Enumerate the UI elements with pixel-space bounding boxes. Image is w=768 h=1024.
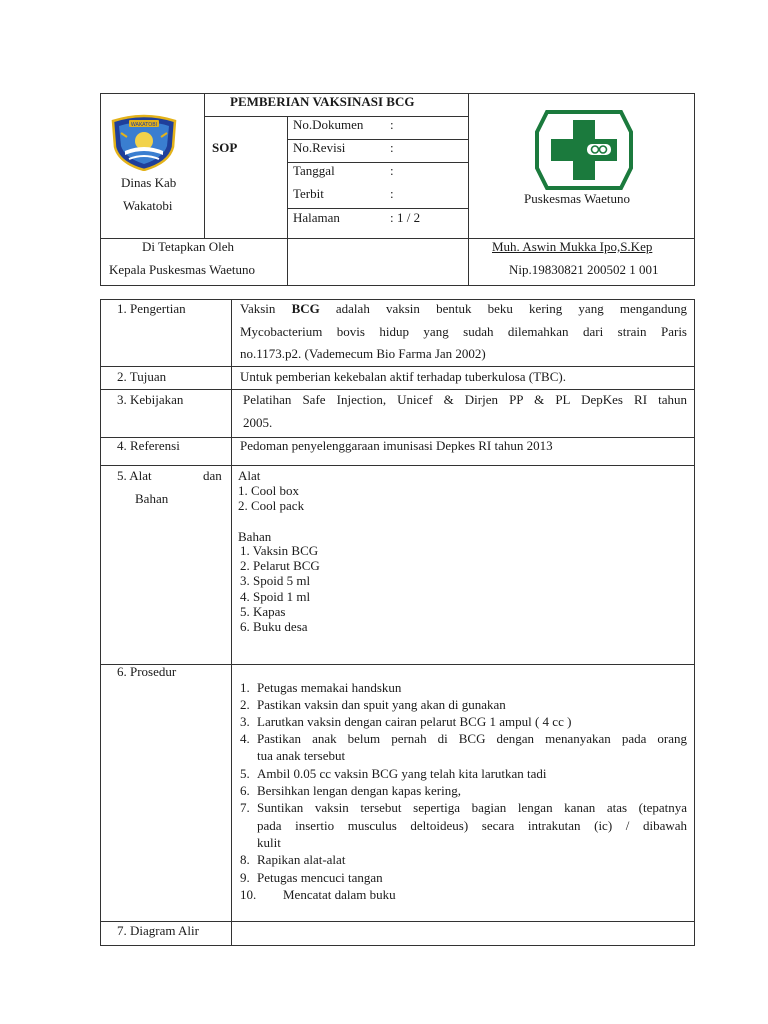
label-prosedur: 6. Prosedur [117,664,177,679]
step-number: 1. [240,680,250,695]
step-number: 9. [240,870,250,885]
label-diagram-alir: 7. Diagram Alir [117,923,199,938]
step-text-continued: kulit [257,835,281,850]
label-referensi: 4. Referensi [117,438,180,453]
field-terbit-sep: : [390,186,394,201]
step-number: 8. [240,852,250,867]
approval-line2: Kepala Puskesmas Waetuno [109,262,256,277]
step-text: Larutkan vaksin dengan cairan pelarut BCG 1 ampul ( 4 cc ) [257,714,572,729]
logo-banner-text: WAKATOBI [130,122,158,128]
signer-nip: Nip.19830821 200502 1 001 [509,262,659,277]
step-number: 5. [240,766,250,781]
pengertian-line2: Mycobacterium bovis hidup yang sudah dilemahkan dari strain Paris [240,324,687,339]
referensi-text: Pedoman penyelenggaraan imunisasi Depkes RI tahun 2013 [240,438,553,453]
field-halaman-value: 1 / 2 [397,210,421,225]
approval-line1: Di Tetapkan Oleh [142,239,234,254]
step-text-continued: tua anak tersebut [257,748,346,763]
field-no-revisi-sep: : [390,140,394,155]
step-text-continued: pada insertio musculus deltoideus) secara intrakutan (ic) / dibawah [257,818,687,833]
step-number: 3. [240,714,250,729]
left-org-line1: Dinas Kab [121,175,177,190]
step-number: 4. [240,731,250,746]
step-text: Petugas memakai handskun [257,680,402,695]
field-no-revisi-label: No.Revisi [293,140,346,155]
field-no-dokumen-sep: : [390,117,394,132]
step-text: Petugas mencuci tangan [257,870,383,885]
sop-label: SOP [212,140,238,155]
bahan-item: 2. Pelarut BCG [240,558,320,573]
field-halaman-label: Halaman [293,210,340,225]
step-text: Pastikan anak belum pernah di BCG dengan menanyakan pada orang [257,731,687,746]
puskesmas-logo [535,110,633,190]
pengertian-line1: Vaksin BCG adalah vaksin bentuk beku kering yang mengandung [240,301,688,316]
step-text: Mencatat dalam buku [283,887,396,902]
alat-item: 1. Cool box [238,483,300,498]
document-title: PEMBERIAN VAKSINASI BCG [230,94,415,109]
bahan-item: 3. Spoid 5 ml [240,573,311,588]
bahan-title: Bahan [238,529,272,544]
signer-name: Muh. Aswin Mukka Ipo,S.Kep [492,239,653,254]
alat-title: Alat [238,468,261,483]
label-tujuan: 2. Tujuan [117,369,167,384]
right-org-name: Puskesmas Waetuno [524,191,630,206]
step-text: Bersihkan lengan dengan kapas kering, [257,783,461,798]
label-kebijakan: 3. Kebijakan [117,392,184,407]
field-tanggal-label: Tanggal [293,163,335,178]
step-text: Rapikan alat-alat [257,852,346,867]
step-number: 10. [240,887,257,902]
kebijakan-line2: 2005. [243,415,273,430]
field-terbit-label: Terbit [293,186,324,201]
left-org-line2: Wakatobi [123,198,173,213]
label-alat-bahan-a: 5. Alat [117,468,152,483]
bahan-item: 5. Kapas [240,604,286,619]
pengertian-line3: no.1173.p2. (Vademecum Bio Farma Jan 2002) [240,346,486,361]
step-text: Ambil 0.05 cc vaksin BCG yang telah kita larutkan tadi [257,766,547,781]
bahan-item: 1. Vaksin BCG [240,543,319,558]
step-number: 6. [240,783,250,798]
label-pengertian: 1. Pengertian [117,301,186,316]
step-number: 2. [240,697,250,712]
step-text: Suntikan vaksin tersebut sepertiga bagian lengan kanan atas (tepatnya [257,800,687,815]
field-tanggal-sep: : [390,163,394,178]
tujuan-text: Untuk pemberian kekebalan aktif terhadap tuberkulosa (TBC). [240,369,566,384]
step-text: Pastikan vaksin dan spuit yang akan di gunakan [257,697,506,712]
label-alat-bahan-b: dan [203,468,222,483]
field-no-dokumen-label: No.Dokumen [293,117,364,132]
wakatobi-logo [107,113,181,171]
field-halaman-sep: : [390,210,394,225]
bahan-item: 4. Spoid 1 ml [240,589,311,604]
kebijakan-line1: Pelatihan Safe Injection, Unicef & Dirjen PP & PL DepKes RI tahun [243,392,687,407]
label-alat-bahan-c: Bahan [135,491,169,506]
bahan-item: 6. Buku desa [240,619,308,634]
alat-item: 2. Cool pack [238,498,305,513]
step-number: 7. [240,800,250,815]
